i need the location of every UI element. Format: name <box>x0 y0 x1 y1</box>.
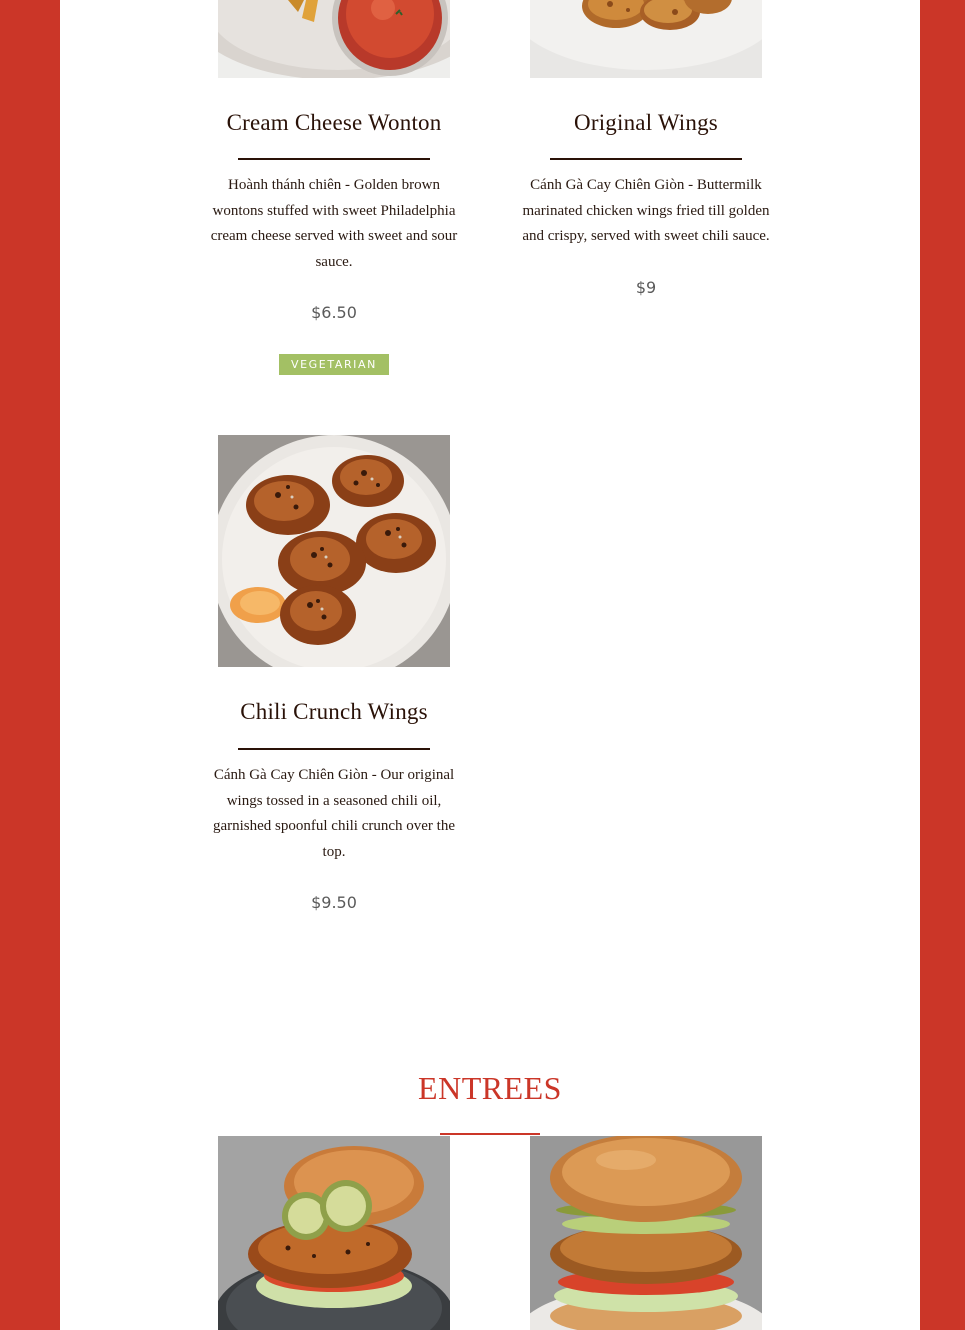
chili-crunch-wings-description: Cánh Gà Cay Chiên Giòn - Our original wings tossed in a seasoned chili oil, garnished spoonful chili crunch over the top. <box>212 767 455 860</box>
cream-cheese-wonton-divider <box>238 158 430 160</box>
original-wings-photo <box>530 0 762 78</box>
fried-chicken-sandwich-photo <box>530 1136 762 1330</box>
cream-cheese-wonton-photo <box>218 0 450 78</box>
original-wings-description: Cánh Gà Cay Chiên Giòn - Buttermilk marinated chicken wings fried till golden and crispy, served with sweet chili sauce. <box>522 177 770 245</box>
entrees-divider <box>440 1133 540 1135</box>
chili-crunch-wings-price: $9.50 <box>311 893 357 912</box>
chili-crunch-wings-title: Chili Crunch Wings <box>240 699 428 724</box>
original-wings-price: $9 <box>635 278 657 297</box>
cream-cheese-wonton-title: Cream Cheese Wonton <box>226 110 442 135</box>
original-wings-divider <box>550 158 742 160</box>
chili-crunch-wings-photo <box>218 435 450 667</box>
vegetarian-badge: VEGETARIAN <box>279 354 389 375</box>
entrees-section-title: ENTREES <box>418 1070 562 1106</box>
cream-cheese-wonton-price: $6.50 <box>311 303 357 322</box>
spicy-chicken-sandwich-photo <box>218 1136 450 1330</box>
chili-crunch-wings-divider <box>238 748 430 750</box>
menu-page <box>60 0 920 1330</box>
original-wings-title: Original Wings <box>574 110 718 135</box>
cream-cheese-wonton-description: Hoành thánh chiên - Golden brown wontons stuffed with sweet Philadelphia cream cheese served with sweet and sour sauce. <box>210 177 458 270</box>
